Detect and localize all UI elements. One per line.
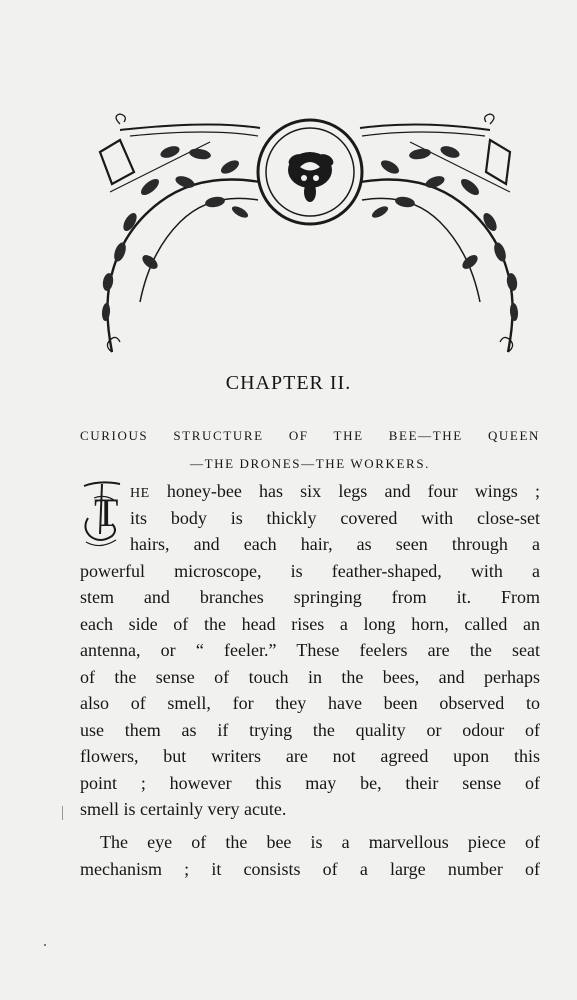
- paragraph-1: [80, 478, 540, 823]
- chapter-title: CHAPTER II.: [225, 372, 352, 394]
- chapter-subtitle: [80, 422, 540, 478]
- paper-speck: [44, 944, 46, 946]
- paragraph-line: antenna, or “ feeler.” These feelers are the seat: [80, 640, 540, 660]
- paragraph-2: [80, 829, 540, 882]
- paragraph-line: its body is thickly covered with close-set: [130, 507, 540, 528]
- paragraph-line: point ; however this may be, their sense of: [80, 772, 540, 793]
- paragraph-line: smell is certainly very acute.: [80, 799, 287, 819]
- paragraph-line: each side of the head rises a long horn, called an: [80, 613, 540, 634]
- paragraph-line: stem and branches springing from it. From: [80, 587, 540, 607]
- paragraph-line: mechanism ; it consists of a large number of: [80, 858, 540, 879]
- drop-cap-rest-of-word: HE: [130, 486, 150, 501]
- paragraph-line: use them as if trying the quality or odour of: [80, 719, 540, 740]
- paragraph-line: powerful microscope, is feather-shaped, with a: [80, 560, 540, 581]
- floral-headpiece-ornament: [90, 112, 530, 362]
- paragraph-line: also of smell, for they have been observed to: [80, 693, 540, 713]
- chapter-subtitle-line-2: —THE DRONES—THE WORKERS.: [189, 456, 431, 471]
- drop-cap-letter: T: [94, 490, 119, 535]
- paragraph-line: The eye of the bee is a marvellous piece of: [100, 832, 540, 852]
- paper-mark: [62, 806, 63, 820]
- paragraph-line: of the sense of touch in the bees, and perhaps: [80, 666, 540, 687]
- paragraph-line: flowers, but writers are not agreed upon this: [80, 746, 540, 766]
- chapter-subtitle-line-1: CURIOUS STRUCTURE OF THE BEE—THE QUEEN: [80, 428, 540, 443]
- paragraph-line: HE honey-bee has six legs and four wings ;: [130, 481, 540, 501]
- paragraph-line: hairs, and each hair, as seen through a: [130, 534, 540, 554]
